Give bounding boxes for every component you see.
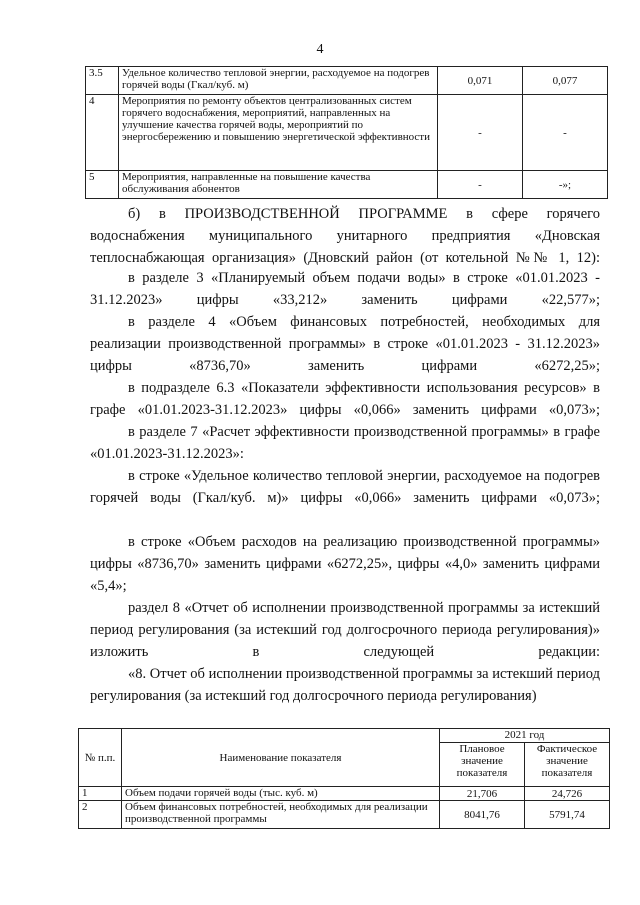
row-text: Мероприятия, направленные на повышение качества обслуживания абонентов [119, 171, 438, 199]
row-fact-value: -»; [523, 171, 608, 199]
paragraph-report-title: «8. Отчет об исполнении производственной программы за истекший период регулирования (за истекший год долгосрочного периода регулирования) [90, 666, 600, 704]
row-number: 2 [79, 801, 122, 829]
header-year: 2021 год [440, 729, 610, 743]
row-number: 1 [79, 787, 122, 801]
table-row [86, 67, 608, 95]
header-indicator-name: Наименование показателя [122, 729, 440, 787]
report-table [78, 728, 610, 829]
page-number: 4 [316, 42, 324, 57]
row-plan-value: 21,706 [440, 787, 525, 801]
row-fact-value: 24,726 [525, 787, 610, 801]
row-number: 3.5 [86, 67, 119, 95]
row-fact-value: 0,077 [523, 67, 608, 95]
row-number: 5 [86, 171, 119, 199]
header-number: № п.п. [79, 729, 122, 787]
row-number: 4 [86, 95, 119, 171]
row-fact-value: 5791,74 [525, 801, 610, 829]
paragraph-subsection-6-3: в подразделе 6.3 «Показатели эффективности использования ресурсов» в графе «01.01.2023-31.12.2023» цифры «0,066» заменить цифрами «0,073»; [90, 380, 600, 418]
table-row [79, 801, 610, 829]
table-header-row [79, 729, 610, 743]
row-plan-value: - [438, 171, 523, 199]
paragraph-specific-heat: в строке «Удельное количество тепловой энергии, расходуемое на подогрев горячей воды (Гкал/куб. м)» цифры «0,066» заменить цифрами «0,073»; [90, 468, 600, 506]
indicators-table-continued [85, 66, 608, 199]
paragraph-section-8: раздел 8 «Отчет об исполнении производственной программы за истекший период регулирования (за истекший год долгосрочного периода регулирования)» изложить в следующей редакции: [90, 600, 600, 660]
row-plan-value: 8041,76 [440, 801, 525, 829]
row-text: Мероприятия по ремонту объектов централизованных систем горячего водоснабжения, мероприятий, направленных на улучшение качества горячей воды, мероприятий по энергосбережению и повышению энергетической эффективности [119, 95, 438, 171]
table-row [79, 787, 610, 801]
row-plan-value: 0,071 [438, 67, 523, 95]
row-fact-value: - [523, 95, 608, 171]
row-plan-value: - [438, 95, 523, 171]
paragraph-section-4: в разделе 4 «Объем финансовых потребностей, необходимых для реализации производственной программы» в строке «01.01.2023 - 31.12.2023» цифры «8736,70» заменить цифрами «6272,25»; [90, 314, 600, 374]
header-plan-value: Плановое значение показателя [440, 743, 525, 787]
paragraph-section-7: в разделе 7 «Расчет эффективности производственной программы» в графе «01.01.2023-31.12.2023»: [90, 424, 600, 462]
table-row [86, 95, 608, 171]
row-indicator-name: Объем финансовых потребностей, необходимых для реализации производственной программы [122, 801, 440, 829]
paragraph-production-program: б) в ПРОИЗВОДСТВЕННОЙ ПРОГРАММЕ в сфере горячего водоснабжения муниципального унитарного предприятия «Дновская теплоснабжающая организация» (Дновский район (от котельной №№ 1, 12): [90, 206, 600, 266]
row-indicator-name: Объем подачи горячей воды (тыс. куб. м) [122, 787, 440, 801]
table-row [86, 171, 608, 199]
paragraph-section-3: в разделе 3 «Планируемый объем подачи воды» в строке «01.01.2023 - 31.12.2023» цифры «33,212» заменить цифрами «22,577»; [90, 270, 600, 308]
header-fact-value: Фактическое значение показателя [525, 743, 610, 787]
row-text: Удельное количество тепловой энергии, расходуемое на подогрев горячей воды (Гкал/куб. м) [119, 67, 438, 95]
paragraph-expenses: в строке «Объем расходов на реализацию производственной программы» цифры «8736,70» заменить цифрами «6272,25», цифры «4,0» заменить цифрами «5,4»; [90, 534, 600, 594]
